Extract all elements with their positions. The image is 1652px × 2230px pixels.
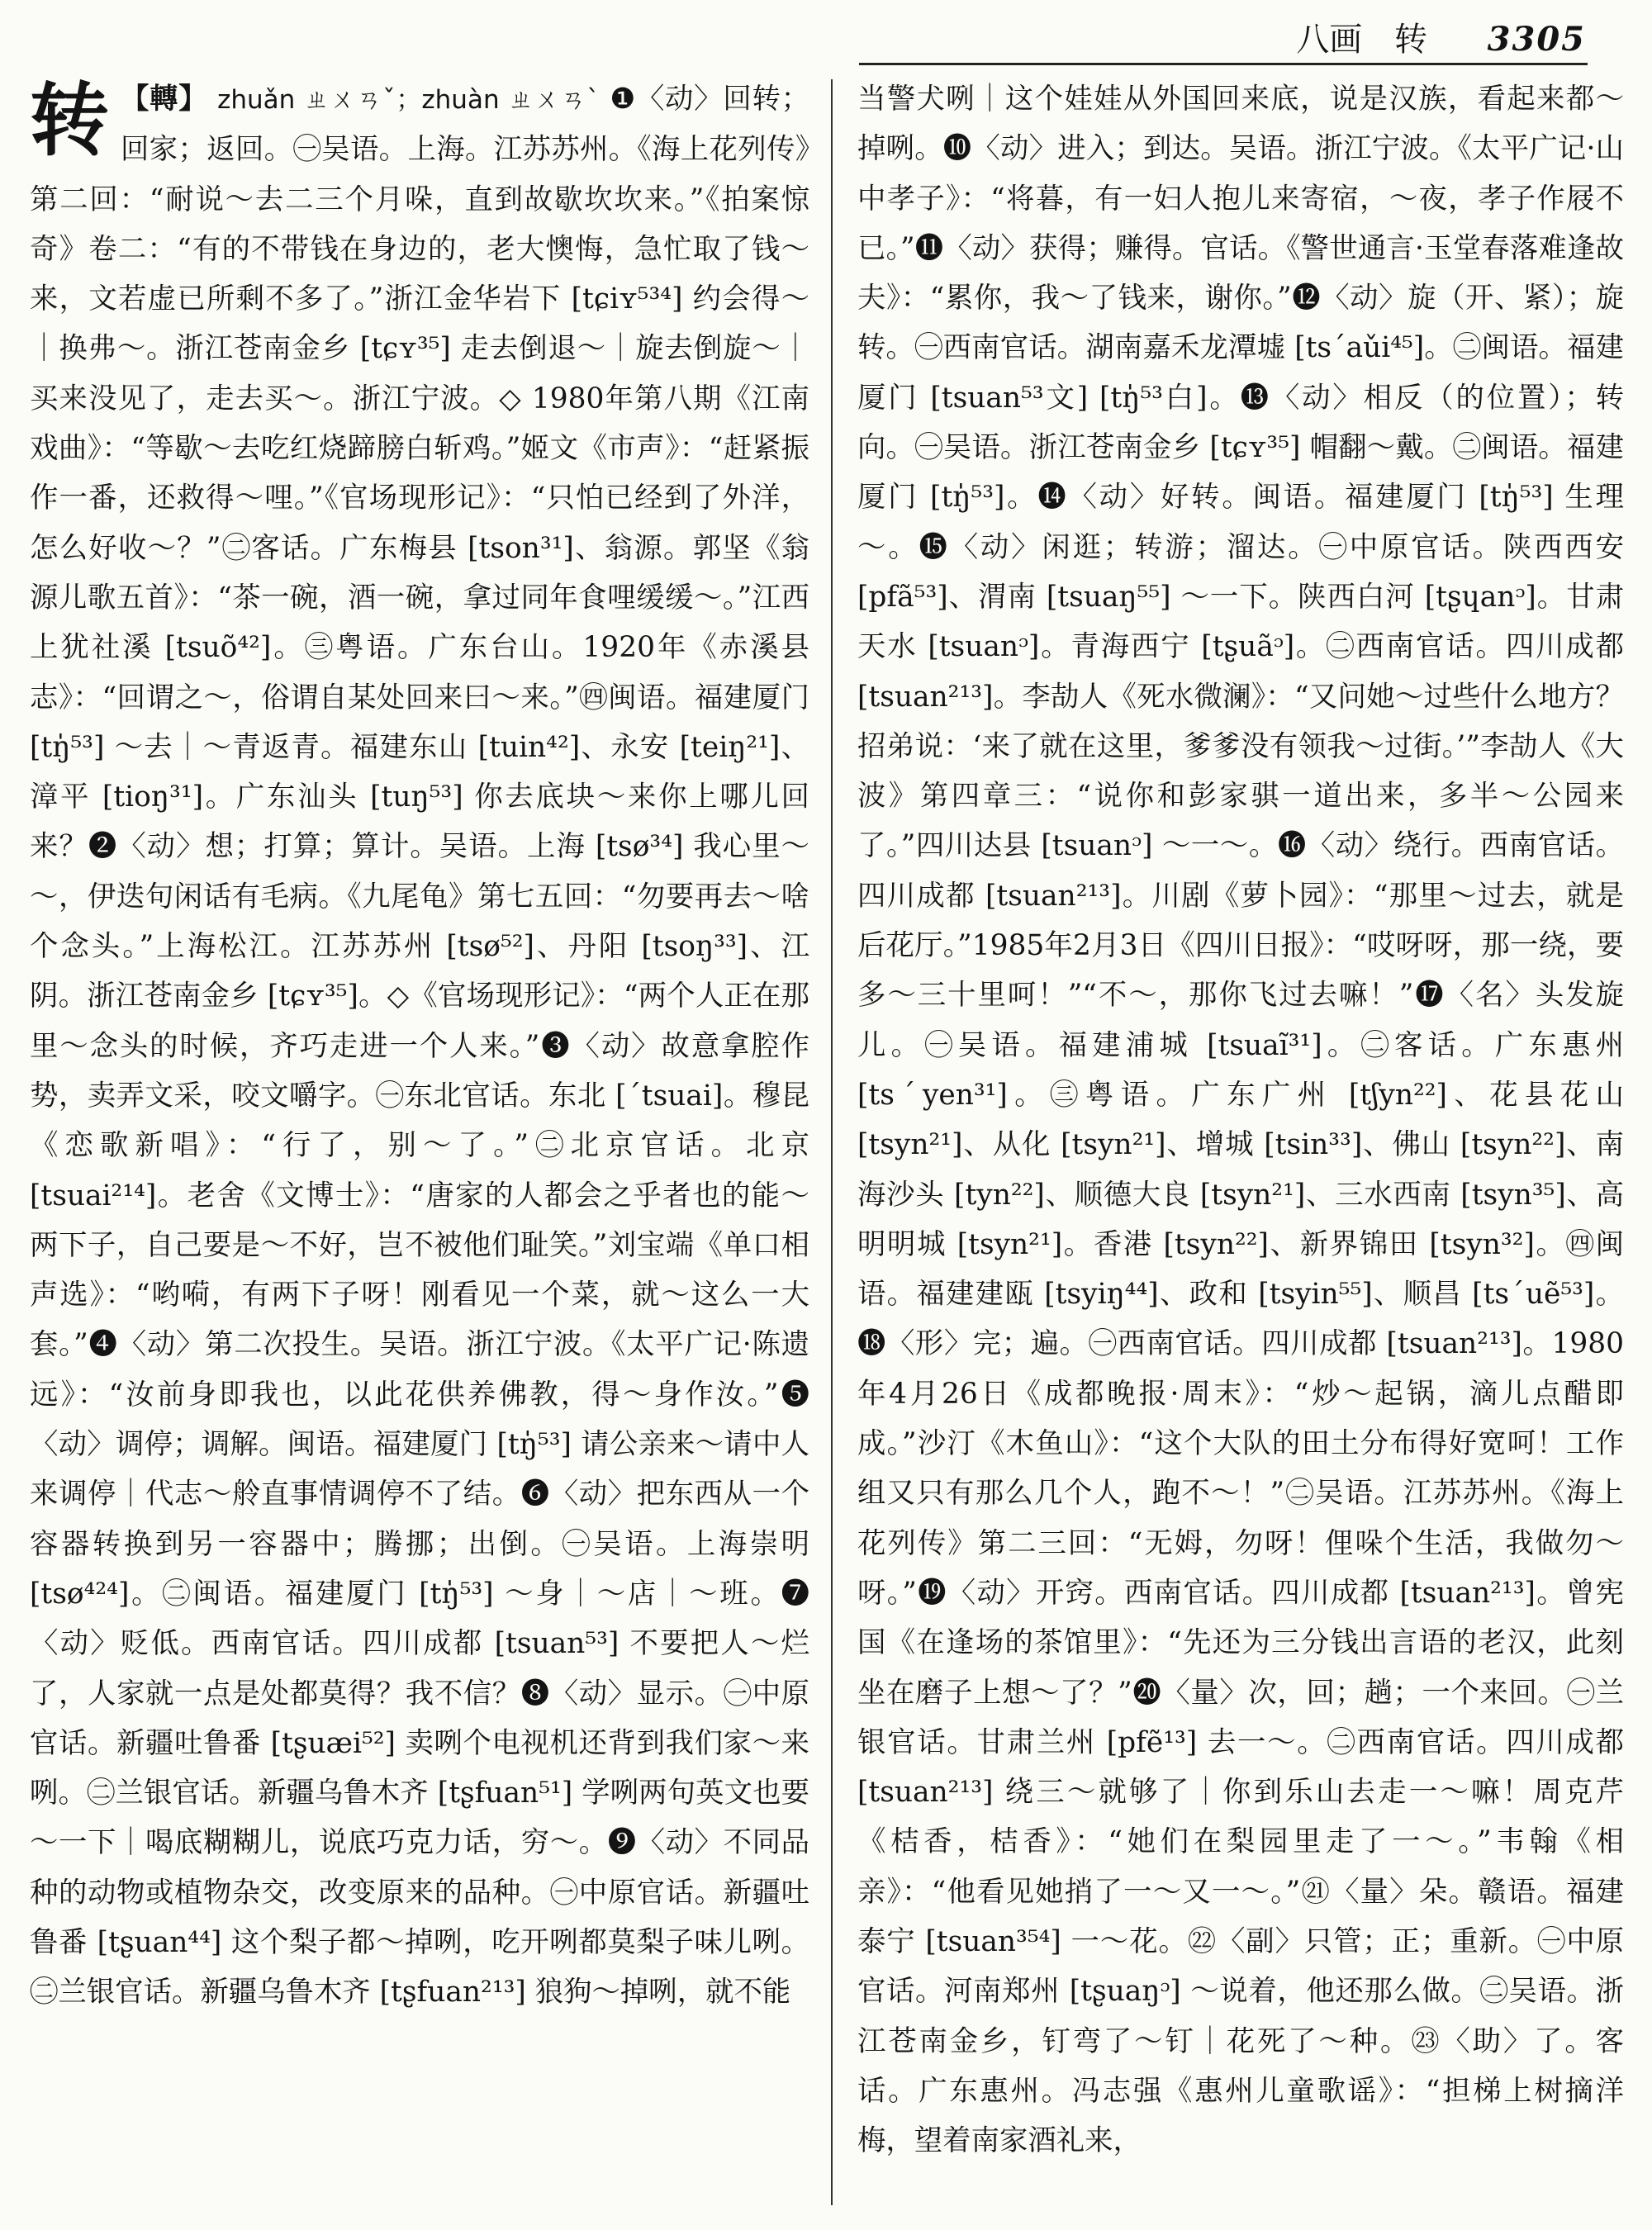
header-section: 八画 [1296, 21, 1363, 59]
left-column [30, 74, 809, 2212]
right-column-text: 当警犬咧｜这个娃娃从外国回来底，说是汉族，看起来都～掉咧。❿〈动〉进入；到达。吴语。浙江宁波。《太平广记·山中孝子》：“将暮，有一妇人抱儿来寄宿，～夜，孝子作屐不已。”⓫〈动〉获得；赚得。官话。《警世通言·玉堂春落难逢故夫》：“累你，我～了钱来，谢你。”⓬〈动〉旋（开、紧）；旋转。㊀西南官话。湖南嘉禾龙潭墟 [tsˊaǔi⁴⁵]。㊁闽语。福建厦门 [tsuan⁵³文] [tŋ̍⁵³白]。⓭〈动〉相反（的位置）；转向。㊀吴语。浙江苍南金乡 [tɕʏ³⁵] 帽翻～戴。㊁闽语。福建厦门 [tŋ̍⁵³]。⓮〈动〉好转。闽语。福建厦门 [tŋ̍⁵³] 生理～。⓯〈动〉闲逛；转游；溜达。㊀中原官话。陕西西安 [pfã⁵³]、渭南 [tsuaŋ⁵⁵] ～一下。陕西白河 [tʂɥanᵓ]。甘肃天水 [tsuanᵓ]。青海西宁 [tʂuãᵓ]。㊁西南官话。四川成都 [tsuan²¹³]。李劼人《死水微澜》：“又问她～过些什么地方？招弟说：‘来了就在这里，爹爹没有领我～过街。’”李劼人《大波》第四章三：“说你和彭家骐一道出来，多半～公园来了。”四川达县 [tsuanᵓ] ～一～。⓰〈动〉绕行。西南官话。四川成都 [tsuan²¹³]。川剧《萝卜园》：“那里～过去，就是后花厅。”1985年2月3日《四川日报》：“哎呀呀，那一绕，要多～三十里呵！”“不～，那你飞过去嘛！”⓱〈名〉头发旋儿。㊀吴语。福建浦城 [tsuaĩ³¹]。㊁客话。广东惠州 [tsˊyen³¹]。㊂粤语。广东广州 [tʃyn²²]、花县花山 [tsyn²¹]、从化 [tsyn²¹]、增城 [tsin³³]、佛山 [tsyn²²]、南海沙头 [tyn²²]、顺德大良 [tsyn²¹]、三水西南 [tsyn³⁵]、高明明城 [tsyn²¹]。香港 [tsyn²²]、新界锦田 [tsyn³²]。㊃闽语。福建建瓯 [tsyiŋ⁴⁴]、政和 [tsyin⁵⁵]、顺昌 [tsˊuẽ⁵³]。⓲〈形〉完；遍。㊀西南官话。四川成都 [tsuan²¹³]。1980年4月26日《成都晚报·周末》：“炒～起锅，滴儿点醋即成。”沙汀《木鱼山》：“这个大队的田土分布得好宽呵！工作组又只有那么几个人，跑不～！”㊁吴语。江苏苏州。《海上花列传》第二三回：“无姆，勿呀！俚哚个生活，我做勿～呀。”⓳〈动〉开窍。西南官话。四川成都 [tsuan²¹³]。曾宪国《在逢场的茶馆里》：“先还为三分钱出言语的老汉，此刻坐在磨子上想～了？”⓴〈量〉次，回；趟；一个来回。㊀兰银官话。甘肃兰州 [pfẽ¹³] 去一～。㊁西南官话。四川成都 [tsuan²¹³] 绕三～就够了｜你到乐山去走一～嘛！周克芹《桔香，桔香》：“她们在梨园里走了一～。”韦翰《相亲》：“他看见她捎了一～又一～。”㉑〈量〉朵。赣语。福建泰宁 [tsuan³⁵⁴] 一～花。㉒〈副〉只管；正；重新。㊀中原官话。河南郑州 [tʂuaŋᵓ] ～说着，他还那么做。㊁吴语。浙江苍南金乡，钉弯了～钉｜花死了～种。㉓〈助〉了。客话。广东惠州。冯志强《惠州儿童歌谣》：“担梯上树摘洋梅，望着南家酒礼来， [857, 83, 1624, 2158]
page-number: 3305 [1487, 20, 1586, 59]
entry-pronunciation: zhuǎn ㄓㄨㄢˇ；zhuàn ㄓㄨㄢˋ [217, 85, 601, 115]
right-column [857, 74, 1624, 2212]
header-character: 转 [1393, 21, 1427, 59]
page-header [867, 15, 1586, 64]
entry-traditional-form: 【轉】 [121, 83, 208, 116]
left-column-text: ❶〈动〉回转；回家；返回。㊀吴语。上海。江苏苏州。《海上花列传》第二回：“耐说～去二三个月哚，直到故歇坎坎来。”《拍案惊奇》卷二：“有的不带钱在身边的，老大懊悔，急忙取了钱～来，文若虚已所剩不多了。”浙江金华岩下 [tɕiʏ⁵³⁴] 约会得～｜换弗～。浙江苍南金乡 [tɕʏ³⁵] 走去倒退～｜旋去倒旋～｜买来没见了，走去买～。浙江宁波。◇ 1980年第八期《江南戏曲》：“等歇～去吃红烧蹄膀白斩鸡。”姬文《市声》：“赶紧振作一番，还救得～哩。”《官场现形记》：“只怕已经到了外洋，怎么好收～？”㊁客话。广东梅县 [tson³¹]、翁源。郭坚《翁源儿歌五首》：“茶一碗，酒一碗，拿过同年食哩缓缓～。”江西上犹社溪 [tsuõ⁴²]。㊂粤语。广东台山。1920年《赤溪县志》：“回谓之～，俗谓自某处回来曰～来。”㊃闽语。福建厦门 [tŋ̍⁵³] ～去｜～青返青。福建东山 [tuin⁴²]、永安 [teiŋ²¹]、漳平 [tioŋ³¹]。广东汕头 [tuŋ⁵³] 你去底块～来你上哪儿回来？❷〈动〉想；打算；算计。吴语。上海 [tsø³⁴] 我心里～～，伊迭句闲话有毛病。《九尾龟》第七五回：“勿要再去～啥个念头。”上海松江。江苏苏州 [tsø⁵²]、丹阳 [tsoŋ³³]、江阴。浙江苍南金乡 [tɕʏ³⁵]。◇《官场现形记》：“两个人正在那里～念头的时候，齐巧走进一个人来。”❸〈动〉故意拿腔作势，卖弄文采，咬文嚼字。㊀东北官话。东北 [ˊtsuai]。穆昆《恋歌新唱》：“行了，别～了。”㊁北京官话。北京 [tsuai²¹⁴]。老舍《文博士》：“唐家的人都会之乎者也的能～两下子，自己要是～不好，岂不被他们耻笑。”刘宝端《单口相声选》：“哟嗬，有两下子呀！刚看见一个菜，就～这么一大套。”❹〈动〉第二次投生。吴语。浙江宁波。《太平广记·陈遗远》：“汝前身即我也，以此花供养佛教，得～身作汝。”❺〈动〉调停；调解。闽语。福建厦门 [tŋ̍⁵³] 请公亲来～请中人来调停｜代志～舲直事情调停不了结。❻〈动〉把东西从一个容器转换到另一容器中；腾挪；出倒。㊀吴语。上海崇明 [tsø⁴²⁴]。㊁闽语。福建厦门 [tŋ̍⁵³] ～身｜～店｜～班。❼〈动〉贬低。西南官话。四川成都 [tsuan⁵³] 不要把人～烂了，人家就一点是处都莫得？我不信？❽〈动〉显示。㊀中原官话。新疆吐鲁番 [tʂuæi⁵²] 卖咧个电视机还背到我们家～来咧。㊁兰银官话。新疆乌鲁木齐 [tʂfuan⁵¹] 学咧两句英文也要～一下｜喝底糊糊儿，说底巧克力话，穷～。❾〈动〉不同品种的动物或植物杂交，改变原来的品种。㊀中原官话。新疆吐鲁番 [tʂuan⁴⁴] 这个梨子都～掉咧，吃开咧都莫梨子味儿咧。㊁兰银官话。新疆乌鲁木齐 [tʂfuan²¹³] 狼狗～掉咧，就不能 [30, 83, 809, 2009]
entry-headword: 转 [30, 74, 109, 167]
column-divider [831, 79, 833, 2205]
header-rule [859, 63, 1588, 65]
